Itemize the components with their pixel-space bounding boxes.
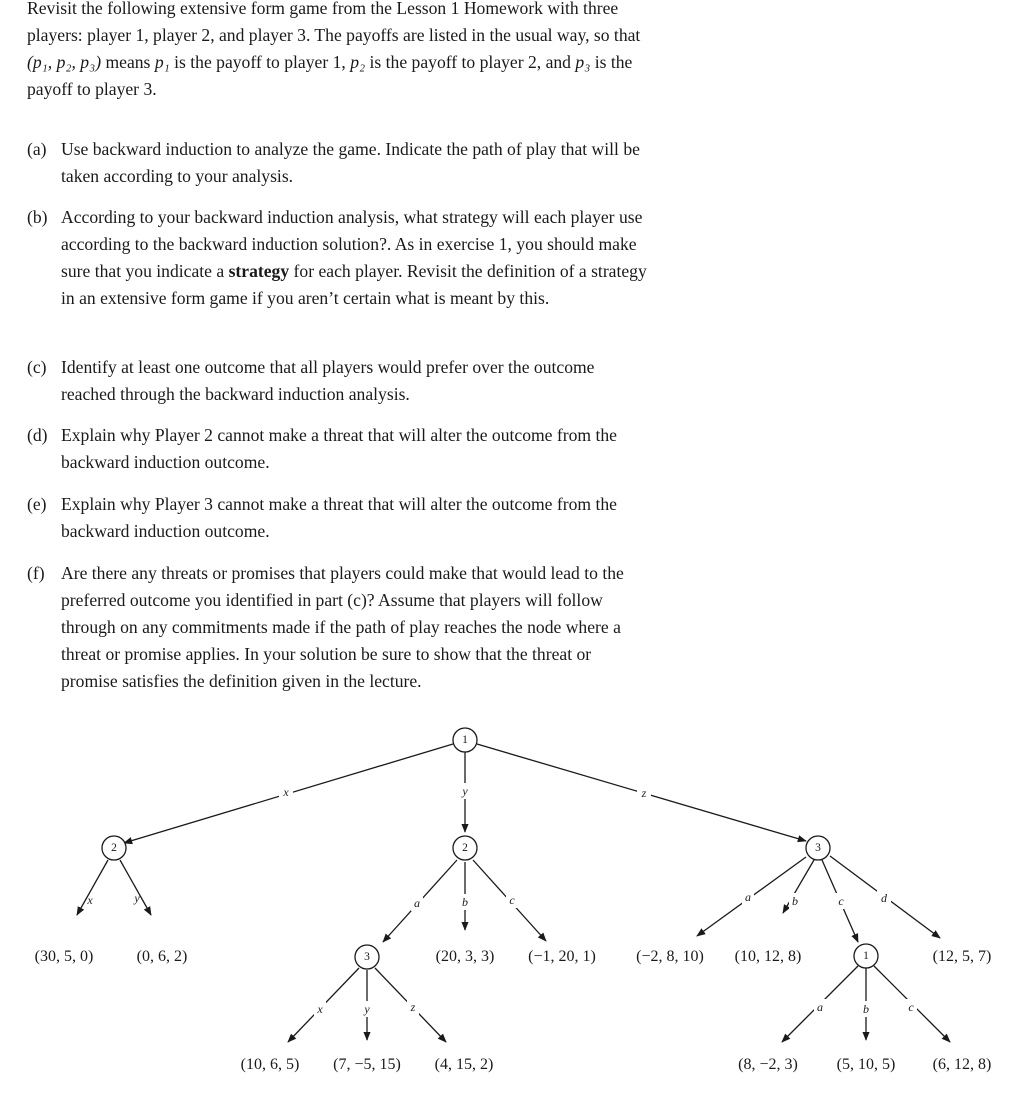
part-d	[27, 422, 652, 476]
payoff-notation: (p₁, p₂, p₃)	[27, 52, 102, 72]
part-a	[27, 136, 652, 190]
payoff-label: (5, 10, 5)	[836, 1056, 896, 1073]
action-label: c	[509, 893, 515, 907]
part-b	[27, 204, 652, 312]
intro-text-5: is the payoff to player 3.	[27, 52, 633, 99]
action-label: b	[462, 895, 468, 909]
action-label: x	[317, 1002, 323, 1016]
node-label-midsub: 3	[364, 951, 370, 963]
action-label: d	[881, 891, 887, 905]
part-label: (e)	[27, 494, 47, 514]
payoff-label: (10, 12, 8)	[734, 948, 802, 965]
action-label: z	[641, 786, 647, 800]
part-text: Are there any threats or promises that players could make that would lead to the preferred outcome you identified in part (c)? Assume that players will follow through on any commitments made if the path of play reaches the node where a threat or promise applies. In your solution be sure to show that the threat or promise satisfies the definition given in the lecture.	[61, 563, 624, 691]
game-tree	[0, 718, 1032, 1108]
payoff-label: (30, 5, 0)	[34, 948, 94, 965]
payoff-label: (12, 5, 7)	[932, 948, 992, 965]
node-label-middle: 2	[462, 842, 468, 854]
node-label-rightsub: 1	[863, 950, 869, 962]
part-c	[27, 354, 652, 408]
payoff-label: (−1, 20, 1)	[528, 948, 596, 965]
edge-left-y	[120, 860, 151, 915]
p3-symbol: p₃	[575, 52, 591, 72]
action-label: c	[838, 894, 844, 908]
payoff-label: (7, −5, 15)	[333, 1056, 401, 1073]
node-label-right: 3	[815, 842, 821, 854]
part-label: (a)	[27, 139, 47, 159]
part-label: (f)	[27, 563, 45, 583]
action-label: x	[87, 893, 93, 907]
payoff-label: (8, −2, 3)	[738, 1056, 798, 1073]
part-text: Explain why Player 3 cannot make a threat that will alter the outcome from the backward induction outcome.	[61, 494, 617, 541]
payoff-label: (0, 6, 2)	[136, 948, 188, 965]
action-label: x	[283, 785, 289, 799]
action-label: z	[410, 1000, 416, 1014]
strategy-bold: strategy	[228, 261, 290, 281]
part-f	[27, 560, 652, 695]
action-label: a	[414, 896, 420, 910]
part-label: (c)	[27, 357, 47, 377]
action-label: a	[745, 890, 751, 904]
part-text: Use backward induction to analyze the game. Indicate the path of play that will be taken according to your analysis.	[61, 139, 640, 186]
action-label: b	[863, 1002, 869, 1016]
payoff-label: (20, 3, 3)	[435, 948, 495, 965]
part-label: (b)	[27, 207, 48, 227]
action-label: a	[817, 1000, 823, 1014]
payoff-label: (4, 15, 2)	[434, 1056, 494, 1073]
intro-paragraph	[27, 0, 657, 103]
part-text: Identify at least one outcome that all players would prefer over the outcome reached through the backward induction analysis.	[61, 357, 595, 404]
action-label: b	[792, 894, 798, 908]
node-label-root: 1	[462, 734, 468, 746]
action-label: c	[908, 1000, 914, 1014]
node-label-left: 2	[111, 842, 117, 854]
intro-text-4: is the payoff to player 2, and	[365, 52, 576, 72]
action-label: y	[364, 1002, 370, 1016]
part-text: Explain why Player 2 cannot make a threat that will alter the outcome from the backward induction outcome.	[61, 425, 617, 472]
action-label: y	[134, 891, 140, 905]
p2-symbol: p₂	[350, 52, 366, 72]
intro-text-2: means	[101, 52, 155, 72]
p1-symbol: p₁	[154, 52, 170, 72]
part-e	[27, 491, 652, 545]
intro-text-3: is the payoff to player 1,	[169, 52, 351, 72]
part-label: (d)	[27, 425, 48, 445]
payoff-label: (6, 12, 8)	[932, 1056, 992, 1073]
payoff-label: (−2, 8, 10)	[636, 948, 704, 965]
part-text: According to your backward induction analysis, what strategy will each player use according to the backward induction solution?. As in exercise 1, you should make sure that you indicate a strategy for each player. Revisit the definition of a strategy in an extensive form game if you aren’t certain what is meant by this.	[61, 207, 647, 308]
intro-text-1: Revisit the following extensive form game from the Lesson 1 Homework with three players: player 1, player 2, and player 3. The payoffs are listed in the usual way, so that	[27, 0, 641, 45]
action-label: y	[462, 784, 468, 798]
payoff-label: (10, 6, 5)	[240, 1056, 300, 1073]
